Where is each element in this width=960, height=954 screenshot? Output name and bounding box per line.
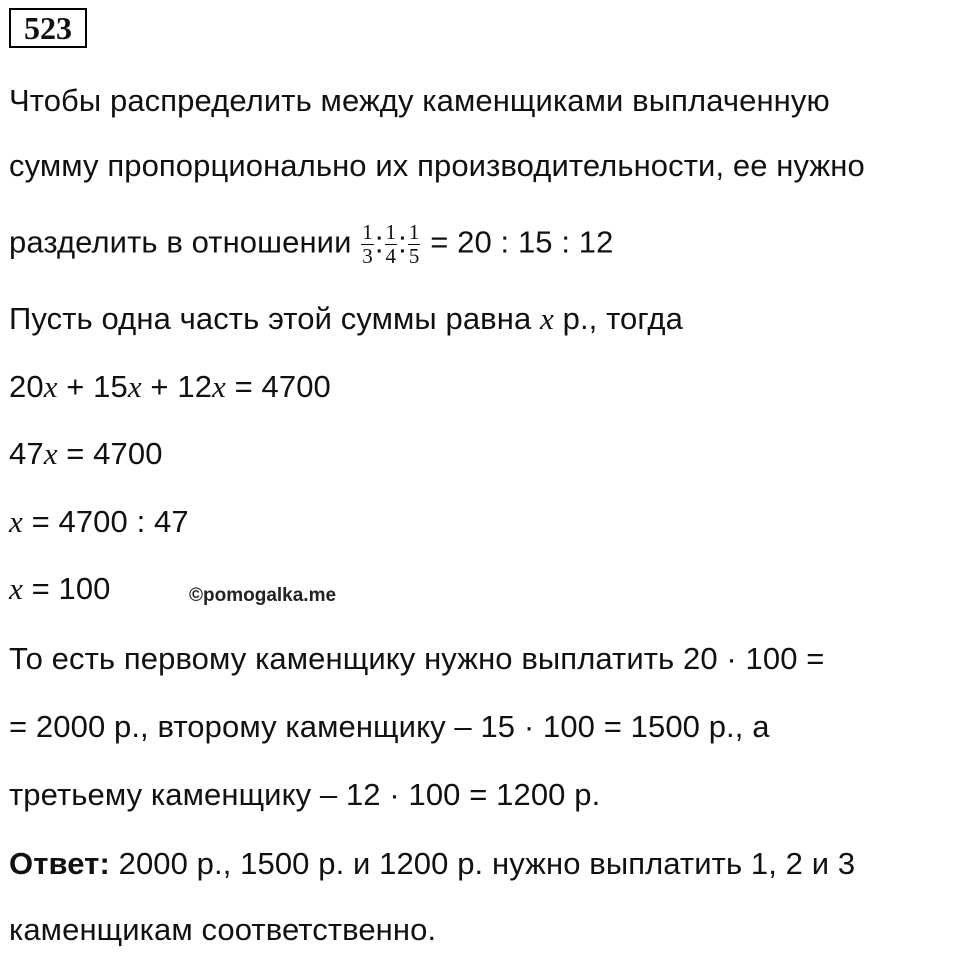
equation-2: 47x = 4700 [9, 436, 163, 471]
answer-line-2: каменщикам соответственно. [9, 912, 437, 947]
fraction-1-4: $\frac{1}{4}$ [385, 220, 397, 268]
text-line-1: Чтобы распределить между каменщиками выплаченную [9, 83, 830, 118]
task-number: 523 [9, 8, 87, 48]
answer-line [9, 844, 855, 884]
text-line-4: Пусть одна часть этой суммы равна x р., тогда [9, 301, 683, 336]
equation-1: 20x + 15x + 12x = 4700 [9, 369, 331, 404]
text-line-11: третьему каменщику – 12 · 100 = 1200 р. [9, 777, 601, 812]
ratio-sep: : [398, 224, 407, 260]
fraction-1-3: $\frac{1}{3}$ [362, 220, 373, 268]
ratio-intro: разделить в отношении [9, 224, 352, 260]
text-line-2: сумму пропорционально их производительности, ее нужно [9, 148, 865, 183]
answer-text: 2000 р., 1500 р. и 1200 р. нужно выплатить 1, 2 и 3 [109, 846, 856, 881]
equation-3: x = 4700 : 47 [9, 504, 189, 539]
ratio-sep: : [374, 224, 384, 260]
text-line-9: То есть первому каменщику нужно выплатить 20 · 100 = [9, 641, 825, 676]
text-line-10: = 2000 р., второму каменщику – 15 · 100 = 1500 р., а [9, 709, 770, 744]
equation-4: x = 100 [9, 571, 111, 606]
fraction-1-5: $\frac{1}{5}$ [408, 220, 420, 268]
ratio-line [9, 221, 613, 268]
ratio-result: = 20 : 15 : 12 [430, 224, 614, 260]
watermark: ©pomogalka.me [189, 585, 337, 606]
variable-x: x [540, 301, 554, 336]
answer-label: Ответ: [9, 846, 110, 881]
